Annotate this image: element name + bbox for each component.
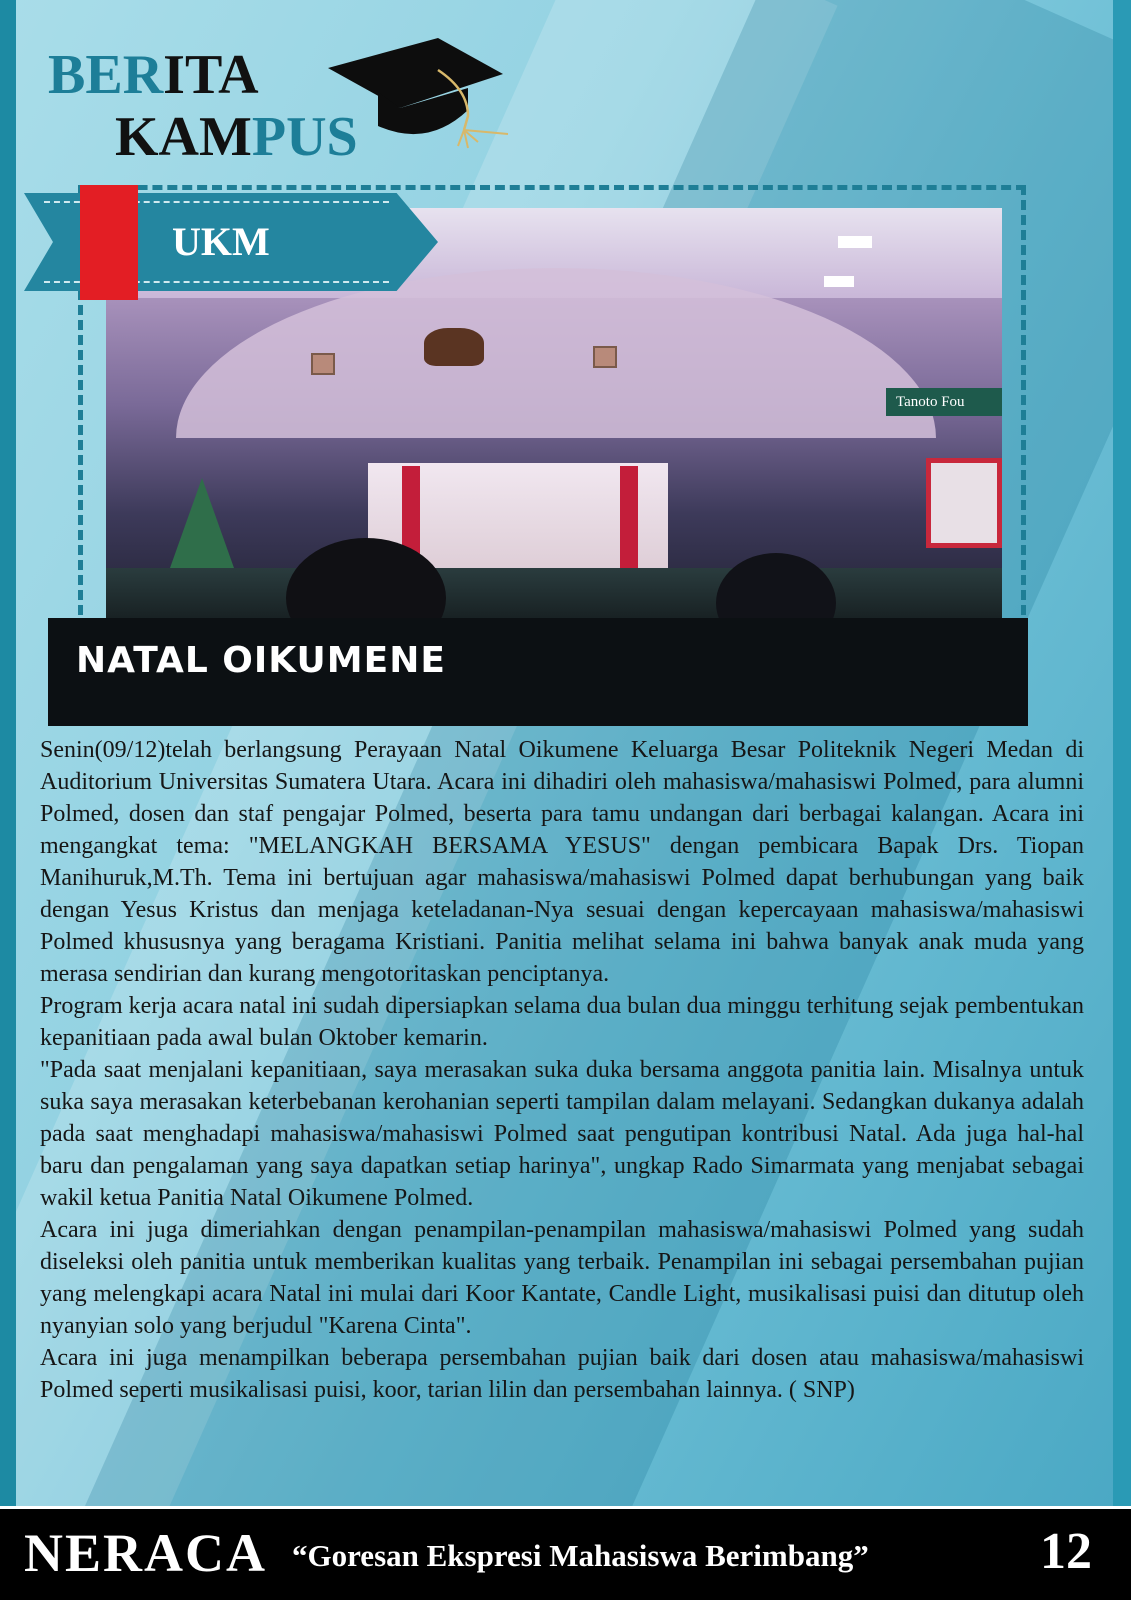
masthead-part: BER — [48, 44, 164, 106]
tag-accent-bar — [80, 185, 138, 300]
page-number: 12 — [1040, 1523, 1092, 1580]
publication-tagline: “Goresan Ekspresi Mahasiswa Berimbang” — [292, 1538, 869, 1573]
section-label: UKM — [172, 219, 270, 264]
page-edge-right — [1113, 0, 1131, 1506]
headline: NATAL OIKUMENE — [76, 640, 446, 681]
article-paragraph: Acara ini juga menampilkan beberapa persembahan pujian baik dari dosen atau mahasiswa/mahasiswi Polmed seperti musikalisasi puisi, koor, tarian lilin dan persembahan lainnya. ( SNP) — [40, 1345, 1084, 1403]
masthead-part: ITA — [163, 44, 259, 106]
christmas-tree-icon — [170, 478, 234, 568]
garuda-emblem-icon — [424, 328, 484, 366]
masthead-part: KAM — [115, 106, 252, 168]
graduation-cap-icon — [318, 30, 528, 150]
publication-name: NERACA — [24, 1523, 268, 1583]
article-paragraph: Program kerja acara natal ini sudah dipersiapkan selama dua bulan dua minggu terhitung sejak pembentukan kepanitiaan pada awal bulan Oktober kemarin. — [40, 993, 1084, 1051]
article-body — [40, 734, 1084, 1406]
page-edge-left — [0, 0, 16, 1506]
footer-divider — [0, 1506, 1131, 1509]
article-paragraph: Acara ini juga dimeriahkan dengan penampilan-penampilan mahasiswa/mahasiswi Polmed yang sudah diseleksi oleh panitia untuk memberikan kualitas yang terbaik. Penampilan ini sebagai persembahan pujian yang melengkapi acara Natal ini mulai dari Koor Kantate, Candle Light, musikalisasi puisi dan ditutup oleh nyanyian solo yang berjudul "Karena Cinta". — [40, 1217, 1084, 1339]
article-paragraph: "Pada saat menjalani kepanitiaan, saya merasakan suka duka bersama anggota panitia lain. Misalnya untuk suka saya merasakan keterbebanan kerohanian seperti tampilan dalam melayani. Sedangkan dukanya adalah pada saat menghadapi mahasiswa/mahasiswi Polmed saat pengutipan kontribusi Natal. Ada juga hal-hal baru dan pengalaman yang saya dapatkan setiap harinya", ungkap Rado Simarmata yang menjabat sebagai wakil ketua Panitia Natal Oikumene Polmed. — [40, 1057, 1084, 1211]
article-paragraph: Senin(09/12)telah berlangsung Perayaan Natal Oikumene Keluarga Besar Politeknik Negeri Medan di Auditorium Universitas Sumatera Utara. Acara ini dihadiri oleh mahasiswa/mahasiswi Polmed, para alumni Polmed, dosen dan staf pengajar Polmed, beserta para tamu undangan dari berbagai kalangan. Acara ini mengangkat tema: "MELANGKAH BERSAMA YESUS" dengan pembicara Bapak Drs. Tiopan Manihuruk,M.Th. Tema ini bertujuan agar mahasiswa/mahasiswi Polmed dapat berhubungan yang baik dengan Yesus Kristus dan menjaga keteladanan-Nya sesuai dengan kepercayaan mahasiswa/mahasiswi Polmed khususnya yang beragama Kristiani. Panitia melihat selama ini bahwa banyak anak muda yang merasa sendirian dan kurang mengotoritaskan penciptanya. — [40, 737, 1084, 987]
photo-sign: Tanoto Fou — [886, 388, 1002, 416]
masthead-part: PUS — [251, 106, 358, 168]
